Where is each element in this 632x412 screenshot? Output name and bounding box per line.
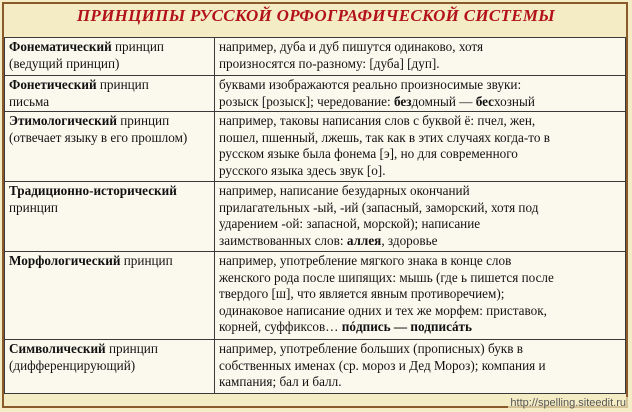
principle-name-cell — [5, 182, 215, 252]
principle-name: Символический — [9, 341, 106, 356]
table-row — [5, 182, 626, 252]
principle-name-cell — [5, 76, 215, 112]
principles-table — [4, 37, 626, 394]
principle-example-cell — [215, 182, 626, 252]
principle-name-cell — [5, 38, 215, 76]
principle-note: письма — [9, 93, 50, 109]
example-line: твердого [ш], что является явным противоречием); — [219, 286, 505, 302]
principle-note: (отвечает языку в его прошлом) — [9, 129, 188, 145]
principle-example-cell — [215, 252, 626, 340]
principle-name-cell — [5, 112, 215, 182]
example-line: одинаковое написание одних и тех же морфем: приставок, — [219, 302, 547, 318]
example-text: заимствованных слов: — [219, 232, 347, 248]
table-row — [5, 340, 626, 394]
principle-word: принцип — [111, 39, 164, 54]
principle-example-cell — [215, 38, 626, 76]
principle-example-cell — [215, 112, 626, 182]
principle-example-cell — [215, 340, 626, 394]
example-line: прилагательных -ый, -ий (запасный, заморский, хотя под — [219, 199, 539, 215]
principle-example-cell — [215, 76, 626, 112]
table-row — [5, 38, 626, 76]
example-text: , здоровье — [381, 232, 438, 248]
example-line: например, дуба и дуб пишутся одинаково, хотя — [219, 39, 484, 54]
example-line: произносятся по-разному: [дуба] [дуп]. — [219, 55, 440, 71]
principle-note: (дифференцирующий) — [9, 357, 136, 373]
example-line: кампания; бал и балл. — [219, 374, 342, 390]
principle-name: Морфологический — [9, 253, 121, 268]
example-line: например, употребление мягкого знака в конце слов — [219, 253, 512, 268]
principle-name: Традиционно-исторический — [9, 183, 177, 198]
table-row — [5, 112, 626, 182]
principle-name: Фонетический — [9, 77, 97, 92]
example-line: русском языке была фонема [э], но для современного — [219, 146, 518, 162]
principle-name-cell — [5, 252, 215, 340]
example-line: например, употребление больших (прописных) букв в — [219, 341, 523, 356]
example-highlight: без — [393, 93, 412, 109]
example-line: собственных именах (ср. мороз и Дед Мороз); компания и — [219, 357, 546, 373]
example-highlight: пóдпись — подписáть — [341, 319, 472, 335]
slide-title: ПРИНЦИПЫ РУССКОЙ ОРФОГРАФИЧЕСКОЙ СИСТЕМЫ — [76, 6, 556, 25]
example-text: домный — — [411, 93, 476, 109]
example-line: буквами изображаются реально произносимые звуки: — [219, 77, 522, 92]
example-text: розыск [розыск]; чередование: — [219, 93, 394, 109]
principle-word: принцип — [116, 113, 170, 128]
example-highlight: бес — [475, 93, 495, 109]
site-watermark: http://spelling.siteedit.ru — [510, 397, 626, 409]
example-line: женского рода после шипящих: мышь (где ь пишется после — [219, 269, 554, 285]
example-highlight: аллея — [346, 232, 382, 248]
example-line: например, написание безударных окончаний — [219, 183, 470, 198]
table-row — [5, 252, 626, 340]
principle-word: принцип — [9, 199, 58, 215]
example-line: например, таковы написания слов с буквой ё: пчел, жен, — [219, 113, 536, 128]
table-row — [5, 76, 626, 112]
example-line: русского языка здесь звук [о]. — [219, 162, 386, 178]
principle-name: Этимологический — [9, 113, 117, 128]
example-line: ударением -ой: запасной, морской); написание — [219, 216, 481, 232]
example-line: пошел, пшенный, лжешь, так как в этих случаях когда-то в — [219, 129, 551, 145]
principle-name-cell — [5, 340, 215, 394]
principle-note: (ведущий принцип) — [9, 55, 120, 71]
example-text: хозный — [494, 93, 535, 109]
principle-word: принцип — [120, 253, 173, 268]
principle-word: принцип — [105, 341, 158, 356]
principle-name: Фонематический — [9, 39, 112, 54]
principle-word: принцип — [96, 77, 149, 92]
example-text: корней, суффиксов… — [219, 319, 342, 335]
